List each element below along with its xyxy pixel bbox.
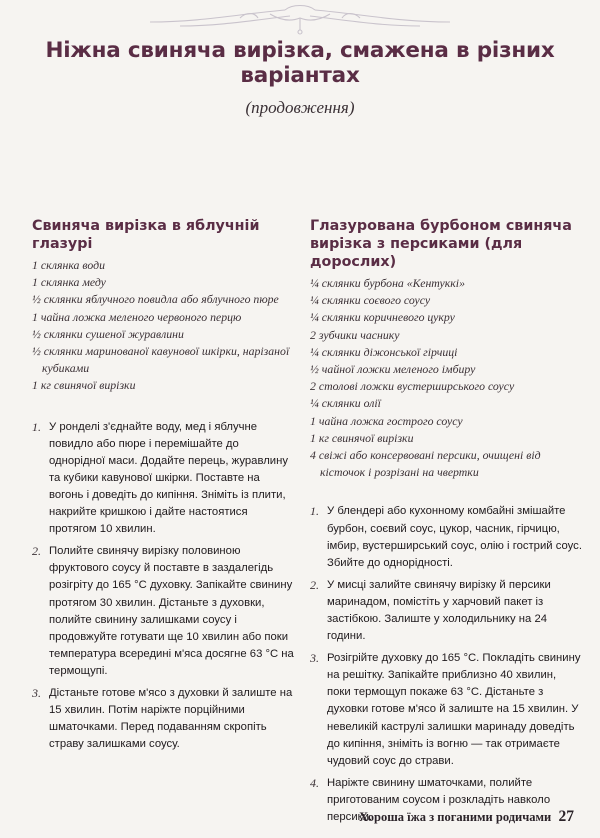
- step-item: [32, 685, 294, 753]
- step-text: Дістаньте готове м'ясо з духовки й залиште на 15 хвилин. Потім наріжте порційними шматочками. Перед подаванням скропіть страву залишками соусу.: [49, 687, 293, 751]
- step-number: 4.: [310, 775, 319, 790]
- step-item: [32, 543, 294, 680]
- step-text: Розігрійте духовку до 165 °С. Покладіть свинину на решітку. Запікайте приблизно 40 хвилин, поки термощуп покаже 63 °С. Дістаньте з духовки готове м'ясо й залиште на 15 хвилин. У невеликій каструлі залишки маринаду доведіть до кипіння, зніміть із вогню — так отримаєте чудовий соус до страви.: [327, 652, 581, 767]
- ingredient-item: ¼ склянки олії: [310, 396, 381, 411]
- ingredient-item: ¼ склянки діжонської гірчиці: [310, 344, 458, 359]
- step-list: [310, 503, 582, 826]
- ingredient-item: 1 кг свинячої вирізки: [32, 378, 136, 393]
- page-footer: [359, 808, 574, 826]
- page-subtitle: (продовження): [245, 98, 355, 117]
- step-item: [310, 503, 582, 571]
- step-list: [32, 419, 294, 754]
- step-number: 1.: [310, 504, 319, 519]
- page-title: Ніжна свиняча вирізка, смажена в різних варіантах: [45, 38, 555, 88]
- step-item: [310, 577, 582, 645]
- ingredient-item: ¼ склянки бурбона «Кентуккі»: [310, 276, 465, 290]
- recipe-apple-glaze: [32, 217, 294, 758]
- ingredient-item: 1 чайна ложка гострого соусу: [310, 413, 463, 428]
- ingredient-list: [32, 257, 294, 395]
- ingredient-item: ¼ склянки соєвого соусу: [310, 293, 431, 308]
- ingredient-item: ½ склянки маринованої кавунової шкірки, нарізаної кубиками: [32, 344, 290, 376]
- step-number: 3.: [32, 686, 41, 701]
- ingredient-item: 1 кг свинячої вирізки: [310, 430, 414, 445]
- step-text: Наріжте свинину шматочками, полийте приготованим соусом і розкладіть навколо персики.: [327, 776, 551, 824]
- ingredient-item: ½ склянки яблучного повидла або яблучного пюре: [32, 292, 279, 307]
- header-ornament: [0, 0, 600, 40]
- ingredient-item: 2 столові ложки вустерширського соусу: [310, 379, 515, 394]
- step-text: У блендері або кухонному комбайні змішайте бурбон, соєвий соус, цукор, часник, гірчицю, імбир, вустерширський соус, олію і гострий соус. Збийте до однорідності.: [327, 505, 582, 569]
- ingredient-item: 1 склянка меду: [32, 275, 106, 290]
- step-text: У мисці залийте свинячу вирізку й персики маринадом, помістіть у харчовий пакет із застібкою. Залиште у холодильнику на 24 години.: [327, 578, 551, 643]
- step-number: 1.: [32, 419, 41, 434]
- ingredient-item: 2 зубчики часнику: [310, 327, 400, 342]
- ingredient-item: ¼ склянки коричневого цукру: [310, 310, 455, 325]
- step-text: Полийте свинячу вирізку половиною фруктового соусу й поставте в заздалегідь розігріту до 165 °С духовку. Запікайте свинину протягом 30 хвилин. Дістаньте з духовки, полийте свинину залишками соусу і продовжуйте готувати ще 10 хвилин або поки температура всередині м'яса досягне 63 °С на термощупі.: [49, 545, 294, 677]
- step-number: 2.: [32, 544, 41, 559]
- step-number: 2.: [310, 577, 319, 592]
- page-number: 27: [558, 808, 574, 825]
- ingredient-item: ½ чайної ложки меленого імбиру: [310, 362, 476, 377]
- recipe-title: Глазурована бурбоном свиняча вирізка з персиками (для дорослих): [310, 218, 572, 270]
- step-item: [310, 650, 582, 770]
- step-text: У ронделі з'єднайте воду, мед і яблучне повидло або пюре і перемішайте до однорідної маси. Додайте перець, журавлину та кубики кавунової шкірки. Поставте на вогонь і доведіть до кипіння. Зніміть із плити, накрийте кришкою і дайте настоятися протягом 10 хвилин.: [49, 420, 288, 536]
- ingredient-item: 4 свіжі або консервовані персики, очищені від кісточок і розрізані на чвертки: [310, 448, 541, 480]
- recipe-title: Свиняча вирізка в яблучній глазурі: [32, 218, 260, 252]
- ingredient-item: 1 чайна ложка меленого червоного перцю: [32, 309, 242, 324]
- step-number: 3.: [310, 651, 319, 666]
- ingredient-item: 1 склянка води: [32, 258, 105, 272]
- step-item: [32, 419, 294, 539]
- ingredient-list: [310, 275, 582, 481]
- recipe-bourbon-glaze: [310, 217, 582, 831]
- book-title: Хороша їжа з поганими родичами: [359, 810, 552, 824]
- ingredient-item: ½ склянки сушеної журавлини: [32, 326, 184, 341]
